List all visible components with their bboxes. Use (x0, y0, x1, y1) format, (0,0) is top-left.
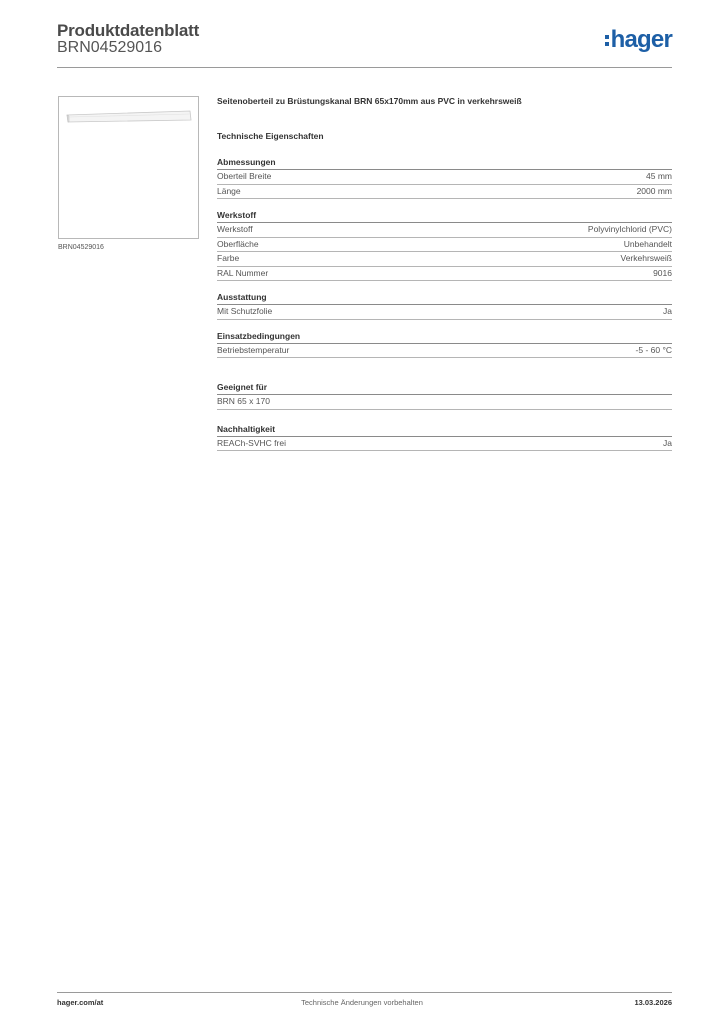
product-image (58, 96, 199, 239)
row-label: Werkstoff (217, 224, 253, 234)
row-label: RAL Nummer (217, 267, 269, 278)
table-row (217, 344, 672, 359)
row-value: Unbehandelt (623, 238, 672, 249)
group-suitable-for (217, 382, 672, 410)
group-heading: Geeignet für (217, 382, 672, 395)
group-heading: Ausstattung (217, 292, 672, 305)
group-operating-conditions (217, 331, 672, 359)
row-value: 45 mm (646, 171, 672, 181)
product-details (217, 96, 672, 451)
page-title: Produktdatenblatt (57, 21, 200, 40)
table-row (217, 437, 672, 452)
row-value: Polyvinylchlorid (PVC) (587, 224, 672, 234)
row-label: Mit Schutzfolie (217, 306, 273, 316)
group-heading: Werkstoff (217, 210, 672, 223)
row-value: 2000 mm (636, 185, 672, 196)
group-heading: Abmessungen (217, 157, 672, 170)
footer-date: 13.03.2026 (634, 998, 672, 1007)
group-heading: Nachhaltigkeit (217, 424, 672, 437)
row-value: Ja (663, 437, 672, 448)
row-label: Oberfläche (217, 238, 259, 249)
row-value: Verkehrsweiß (620, 253, 672, 263)
logo-dots-icon (605, 35, 609, 46)
technical-properties-heading: Technische Eigenschaften (217, 131, 324, 141)
row-label: BRN 65 x 170 (217, 396, 270, 406)
hager-logo (605, 26, 672, 54)
table-row (217, 185, 672, 200)
product-image-caption: BRN04529016 (58, 244, 104, 251)
row-label: Länge (217, 185, 241, 196)
row-label: Oberteil Breite (217, 171, 272, 181)
group-equipment (217, 292, 672, 320)
footer-website-link[interactable]: hager.com/at (57, 998, 104, 1007)
table-row (217, 238, 672, 253)
footer-divider (57, 992, 672, 993)
table-row (217, 305, 672, 320)
logo-text: hager (610, 26, 672, 53)
group-dimensions (217, 157, 672, 199)
row-label: Betriebstemperatur (217, 344, 290, 355)
table-row (217, 395, 672, 410)
row-label: Farbe (217, 253, 240, 263)
table-row (217, 252, 672, 267)
table-row (217, 223, 672, 238)
cable-trunking-cover-profile-icon (65, 109, 192, 123)
table-row (217, 267, 672, 282)
row-label: REACh-SVHC frei (217, 437, 286, 448)
row-value: -5 - 60 °C (635, 344, 672, 355)
product-description: Seitenoberteil zu Brüstungskanal BRN 65x170mm aus PVC in verkehrsweiß (217, 96, 522, 106)
article-number: BRN04529016 (57, 39, 162, 56)
footer-notice: Technische Änderungen vorbehalten (301, 998, 423, 1007)
row-value: 9016 (653, 267, 672, 278)
table-row (217, 170, 672, 185)
group-sustainability (217, 424, 672, 452)
group-heading: Einsatzbedingungen (217, 331, 672, 344)
header-divider (57, 67, 672, 68)
row-value: Ja (663, 306, 672, 316)
group-material (217, 210, 672, 281)
